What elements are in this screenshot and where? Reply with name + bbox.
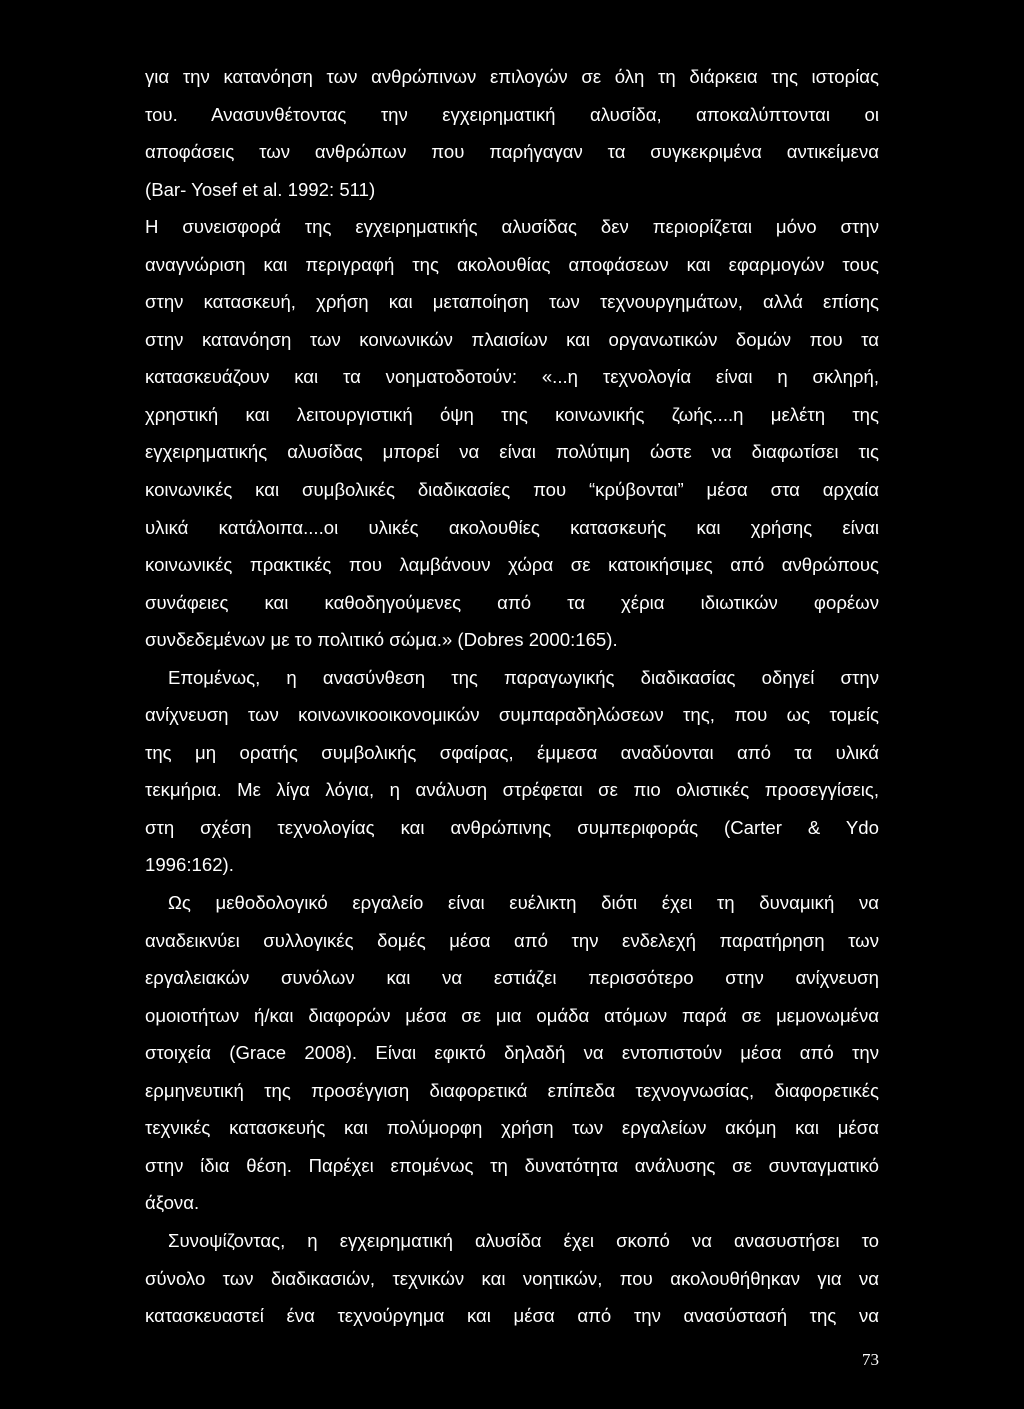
text-line: συνάφειες και καθοδηγούμενες από τα χέρια ιδιωτικών φορέων — [145, 591, 879, 613]
text-line: αναδεικνύει συλλογικές δομές μέσα από την ενδελεχή παρατήρηση των — [145, 929, 879, 951]
text-line: τεχνικές κατασκευής και πολύμορφη χρήση των εργαλείων ακόμη και μέσα — [145, 1117, 879, 1139]
text-line: συνδεδεμένων με το πολιτικό σώμα.» (Dobres 2000:165). — [145, 629, 618, 651]
text-line: κατασκευάζουν και τα νοηματοδοτούν: «...η τεχνολογία είναι η σκληρή, — [145, 366, 879, 388]
text-line: στην κατανόηση των κοινωνικών πλαισίων και οργανωτικών δομών που τα — [145, 328, 879, 350]
text-line: άξονα. — [145, 1192, 200, 1214]
text-line: εργαλειακών συνόλων και να εστιάζει περισσότερο στην ανίχνευση — [145, 967, 879, 989]
text-line: (Bar- Yosef et al. 1992: 511) — [145, 178, 376, 200]
text-line: Επομένως, η ανασύνθεση της παραγωγικής διαδικασίας οδηγεί στην — [168, 666, 879, 688]
text-line: για την κατανόηση των ανθρώπινων επιλογών σε όλη τη διάρκεια της ιστορίας — [145, 66, 879, 87]
text-line: της μη ορατής συμβολικής σφαίρας, έμμεσα αναδύονται από τα υλικά — [145, 741, 879, 763]
text-line: αποφάσεις των ανθρώπων που παρήγαγαν τα συγκεκριμένα αντικείμενα — [145, 141, 879, 163]
text-line: ομοιοτήτων ή/και διαφορών μέσα σε μια ομάδα ατόμων παρά σε μεμονωμένα — [145, 1004, 879, 1026]
text-line: υλικά κατάλοιπα....οι υλικές ακολουθίες κατασκευής και χρήσης είναι — [145, 516, 879, 538]
text-line: του. Ανασυνθέτοντας την εγχειρηματική αλυσίδα, αποκαλύπτονται οι — [145, 103, 879, 125]
page-number: 73 — [862, 1350, 879, 1369]
text-line: 1996:162). — [145, 854, 234, 876]
text-line: ερμηνευτική της προσέγγιση διαφορετικά επίπεδα τεχνογνωσίας, διαφορετικές — [145, 1079, 879, 1101]
text-line: Ως μεθοδολογικό εργαλείο είναι ευέλικτη διότι έχει τη δυναμική να — [168, 892, 879, 914]
text-line: ανίχνευση των κοινωνικοοικονομικών συμπαραδηλώσεων της, που ως τομείς — [145, 704, 879, 726]
text-line: χρηστική και λειτουργιστική όψη της κοινωνικής ζωής....η μελέτη της — [145, 403, 879, 425]
text-line: στην ίδια θέση. Παρέχει επομένως τη δυνατότητα ανάλυσης σε συνταγματικό — [145, 1154, 879, 1176]
text-line: σύνολο των διαδικασιών, τεχνικών και νοητικών, που ακολουθήθηκαν για να — [145, 1267, 879, 1289]
text-line: αναγνώριση και περιγραφή της ακολουθίας αποφάσεων και εφαρμογών τους — [145, 253, 879, 275]
text-line: στη σχέση τεχνολογίας και ανθρώπινης συμπεριφοράς (Carter & Ydo — [145, 816, 879, 838]
text-line: κοινωνικές και συμβολικές διαδικασίες που “κρύβονται” μέσα στα αρχαία — [145, 479, 879, 501]
text-line: κοινωνικές πρακτικές που λαμβάνουν χώρα σε κατοικήσιμες από ανθρώπους — [145, 554, 879, 576]
text-line: Συνοψίζοντας, η εγχειρηματική αλυσίδα έχει σκοπό να ανασυστήσει το — [168, 1229, 879, 1251]
text-line: Η συνεισφορά της εγχειρηματικής αλυσίδας δεν περιορίζεται μόνο στην — [145, 216, 879, 238]
text-line: κατασκευαστεί ένα τεχνούργημα και μέσα από την ανασύστασή της να — [145, 1305, 879, 1327]
text-line: στοιχεία (Grace 2008). Είναι εφικτό δηλαδή να εντοπιστούν μέσα από την — [145, 1042, 879, 1064]
text-line: στην κατασκευή, χρήση και μεταποίηση των τεχνουργημάτων, αλλά επίσης — [145, 291, 879, 313]
document-body — [145, 64, 879, 1341]
text-line: τεκμήρια. Με λίγα λόγια, η ανάλυση στρέφεται σε πιο ολιστικές προσεγγίσεις, — [145, 779, 879, 801]
text-line: εγχειρηματικής αλυσίδας μπορεί να είναι πολύτιμη ώστε να διαφωτίσει τις — [145, 441, 879, 463]
